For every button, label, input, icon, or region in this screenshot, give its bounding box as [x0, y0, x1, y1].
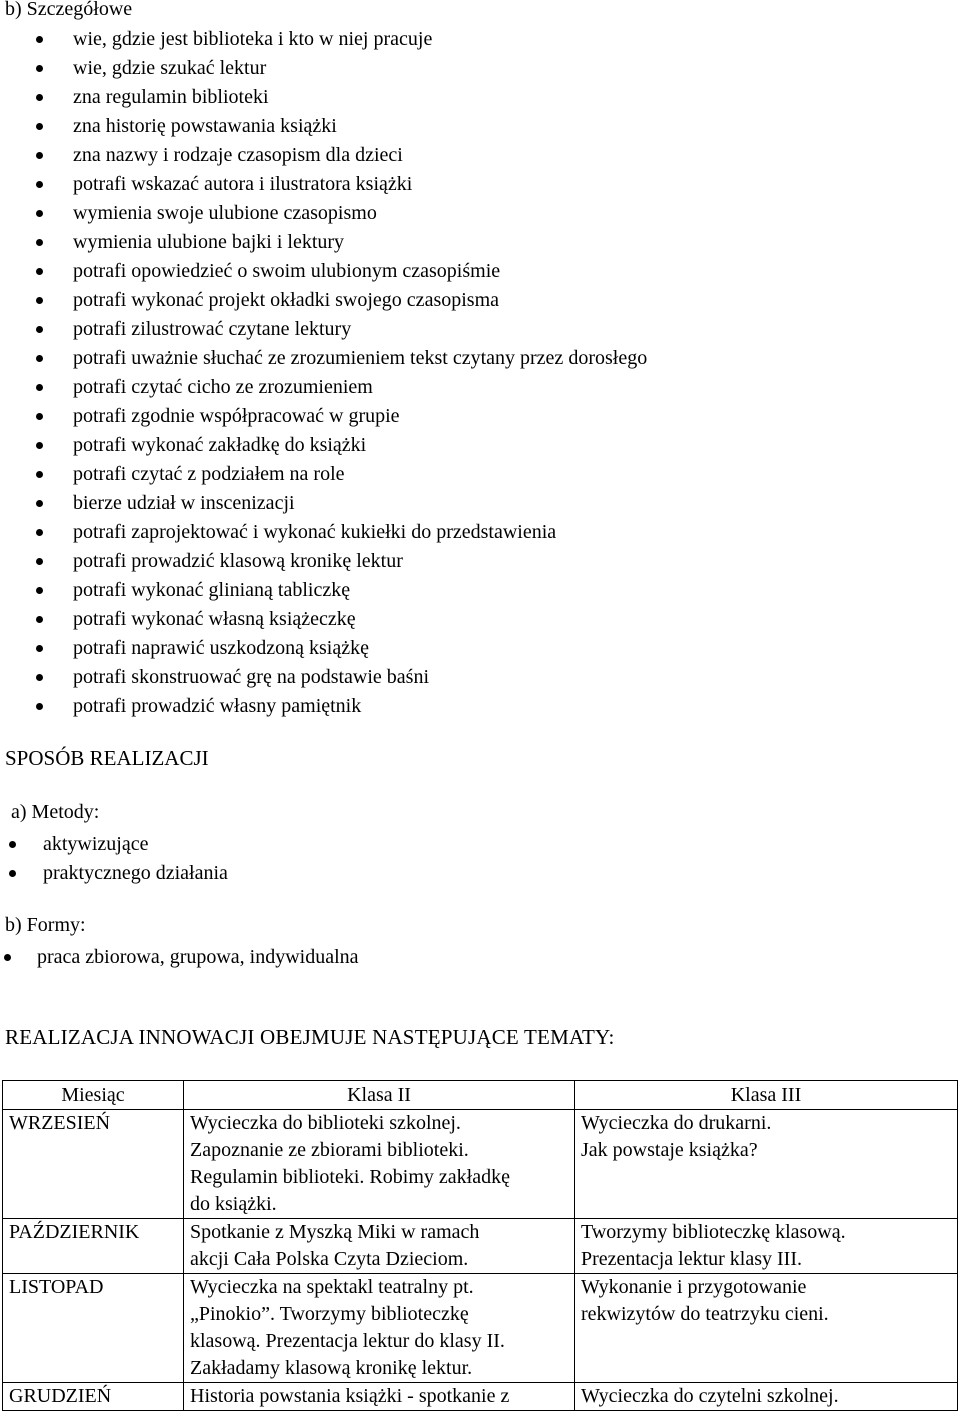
list-item-text: potrafi naprawić uszkodzoną książkę — [73, 637, 369, 659]
klasa-2-cell — [184, 1274, 575, 1383]
cell-line: Zakładamy klasową kronikę lektur. — [190, 1357, 473, 1379]
list-item-text: potrafi skonstruować grę na podstawie baśni — [73, 666, 430, 688]
bullet-icon — [36, 703, 43, 710]
bullet-icon — [36, 500, 43, 507]
sposob-realizacji-heading: SPOSÓB REALIZACJI — [5, 746, 209, 770]
cell-line: Wycieczka do czytelni szkolnej. — [581, 1385, 839, 1407]
bullet-icon — [36, 413, 43, 420]
bullet-icon — [36, 239, 43, 246]
cell-line: Regulamin biblioteki. Robimy zakładkę — [190, 1166, 510, 1188]
bullet-icon — [36, 355, 43, 362]
list-item-text: potrafi wykonać glinianą tabliczkę — [73, 579, 351, 601]
bullet-icon — [36, 674, 43, 681]
month-cell: GRUDZIEŃ — [3, 1383, 184, 1411]
cell-line: rekwizytów do teatrzyku cieni. — [581, 1303, 829, 1325]
bullet-icon — [36, 36, 43, 43]
list-item-text: potrafi czytać z podziałem na role — [73, 463, 345, 485]
bullet-icon — [36, 384, 43, 391]
list-item-text: potrafi czytać cicho ze zrozumieniem — [73, 376, 373, 398]
cell-line: Historia powstania książki - spotkanie z — [190, 1385, 510, 1407]
bullet-icon — [36, 65, 43, 72]
list-item-text: zna historię powstawania książki — [73, 115, 337, 137]
bullet-icon — [9, 870, 16, 877]
cell-line: Wycieczka do biblioteki szkolnej. — [190, 1112, 461, 1134]
cell-line: Zapoznanie ze zbiorami biblioteki. — [190, 1139, 469, 1161]
bullet-icon — [36, 529, 43, 536]
month-cell: PAŹDZIERNIK — [3, 1219, 184, 1274]
formy-heading: b) Formy: — [5, 914, 86, 936]
bullet-icon — [36, 268, 43, 275]
header-klasa-2: Klasa II — [184, 1081, 575, 1110]
bullet-icon — [36, 587, 43, 594]
cell-line: akcji Cała Polska Czyta Dzieciom. — [190, 1248, 469, 1270]
cell-line: Tworzymy biblioteczkę klasową. — [581, 1221, 846, 1243]
bullet-icon — [36, 94, 43, 101]
list-item-text: potrafi wykonać własną książeczkę — [73, 608, 356, 630]
list-item-text: praca zbiorowa, grupowa, indywidualna — [37, 946, 359, 968]
bullet-icon — [36, 442, 43, 449]
klasa-2-cell — [184, 1383, 575, 1411]
metody-heading: a) Metody: — [11, 801, 100, 823]
bullet-icon — [36, 558, 43, 565]
list-item-text: potrafi zilustrować czytane lektury — [73, 318, 352, 340]
bullet-icon — [36, 297, 43, 304]
bullet-icon — [36, 326, 43, 333]
bullet-icon — [36, 616, 43, 623]
cell-line: Spotkanie z Myszką Miki w ramach — [190, 1221, 480, 1243]
klasa-2-cell — [184, 1219, 575, 1274]
list-item-text: potrafi opowiedzieć o swoim ulubionym czasopiśmie — [73, 260, 501, 282]
list-item-text: potrafi prowadzić własny pamiętnik — [73, 695, 362, 717]
header-klasa-3: Klasa III — [575, 1081, 958, 1110]
cell-line: Jak powstaje książka? — [581, 1139, 758, 1161]
klasa-2-cell — [184, 1110, 575, 1219]
header-month: Miesiąc — [3, 1081, 184, 1110]
bullet-icon — [36, 181, 43, 188]
list-item-text: praktycznego działania — [43, 862, 228, 884]
list-item-text: zna regulamin biblioteki — [73, 86, 269, 108]
list-item-text: potrafi wskazać autora i ilustratora książki — [73, 173, 413, 195]
list-item-text: wymienia ulubione bajki i lektury — [73, 231, 345, 253]
cell-line: Wykonanie i przygotowanie — [581, 1276, 807, 1298]
section-b-title: b) Szczegółowe — [5, 0, 133, 20]
list-item-text: potrafi wykonać projekt okładki swojego czasopisma — [73, 289, 499, 311]
table-header-row — [3, 1081, 958, 1110]
month-cell: LISTOPAD — [3, 1274, 184, 1383]
realizacja-heading: REALIZACJA INNOWACJI OBEJMUJE NASTĘPUJĄCE TEMATY: — [5, 1025, 615, 1049]
list-item-text: potrafi wykonać zakładkę do książki — [73, 434, 367, 456]
bullet-icon — [36, 210, 43, 217]
table-row — [3, 1110, 958, 1219]
klasa-3-cell — [575, 1110, 958, 1219]
list-item-text: potrafi zgodnie współpracować w grupie — [73, 405, 400, 427]
bullet-icon — [9, 841, 16, 848]
month-cell: WRZESIEŃ — [3, 1110, 184, 1219]
list-item-text: bierze udział w inscenizacji — [73, 492, 295, 514]
cell-line: Wycieczka do drukarni. — [581, 1112, 772, 1134]
list-item-text: aktywizujące — [43, 833, 149, 855]
list-item-text: wie, gdzie jest biblioteka i kto w niej pracuje — [73, 28, 433, 50]
klasa-3-cell — [575, 1219, 958, 1274]
klasa-3-cell — [575, 1274, 958, 1383]
list-item-text: potrafi zaprojektować i wykonać kukiełki do przedstawienia — [73, 521, 557, 543]
klasa-3-cell — [575, 1383, 958, 1411]
cell-line: klasową. Prezentacja lektur do klasy II. — [190, 1330, 505, 1352]
list-item-text: potrafi prowadzić klasową kronikę lektur — [73, 550, 403, 572]
table-row — [3, 1274, 958, 1383]
cell-line: Prezentacja lektur klasy III. — [581, 1248, 803, 1270]
table-row — [3, 1219, 958, 1274]
list-item-text: potrafi uważnie słuchać ze zrozumieniem tekst czytany przez dorosłego — [73, 347, 648, 369]
bullet-icon — [36, 123, 43, 130]
cell-line: „Pinokio”. Tworzymy biblioteczkę — [190, 1303, 469, 1325]
list-item-text: zna nazwy i rodzaje czasopism dla dzieci — [73, 144, 403, 166]
list-item-text: wie, gdzie szukać lektur — [73, 57, 267, 79]
list-item-text: wymienia swoje ulubione czasopismo — [73, 202, 377, 224]
cell-line: do książki. — [190, 1193, 277, 1215]
topics-table — [2, 1080, 958, 1411]
bullet-icon — [36, 152, 43, 159]
bullet-icon — [4, 954, 11, 961]
table-row — [3, 1383, 958, 1411]
cell-line: Wycieczka na spektakl teatralny pt. — [190, 1276, 474, 1298]
bullet-icon — [36, 471, 43, 478]
bullet-icon — [36, 645, 43, 652]
